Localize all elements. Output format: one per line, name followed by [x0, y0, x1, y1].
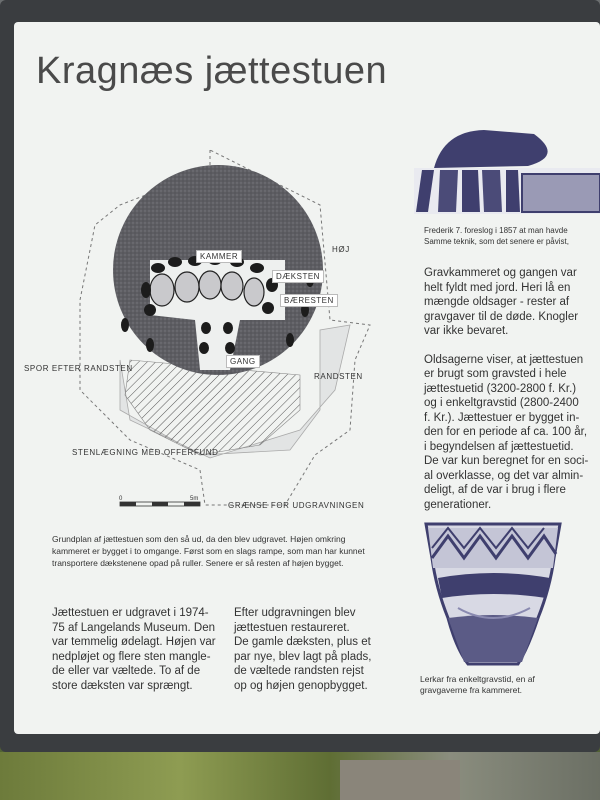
label-stenlaegning: STENLÆGNING MED OFFERFUND	[72, 448, 219, 457]
label-daeksten: DÆKSTEN	[272, 270, 324, 283]
label-spor-efter-randsten: SPOR EFTER RANDSTEN	[24, 364, 133, 373]
clay-vessel-illustration	[418, 518, 568, 668]
sign-title: Kragnæs jættestuen	[36, 50, 388, 92]
paragraph-gravkammeret: Gravkammeret og gangen var helt fyldt med jord. Heri lå en mængde oldsager - rester af gravgaver til de døde. Knogler var ikke bevaret.	[424, 267, 579, 337]
dolmen-illustration	[414, 126, 600, 216]
paragraph-oldsagerne: Oldsagerne viser, at jættestuen er brugt som gravsted i hele jættestuetid (3200-2800 f. Kr.) og i enkeltgravstid (2800-2400 f. Kr.). Jættestuer er bygget in- den for en periode af ca. 100 år, i begyndelsen af jættestuetid. De var kun beregnet for en soci- al overklasse, og det var almin- deligt, af de var i brug i flere generationer.	[424, 353, 589, 511]
dolmen-caption-line1: Frederik 7. foreslog i 1857 at man havde	[424, 226, 568, 235]
right-column-text	[424, 266, 596, 526]
label-baeresten: BÆRESTEN	[280, 294, 338, 307]
paragraph-udgravet: Jættestuen er udgravet i 1974- 75 af Langelands Museum. Den var temmelig ødelagt. Højen var nedpløjet og flere sten mangle- de eller var væltede. To af de store dæksten var sprængt.	[52, 607, 216, 692]
label-randsten: RANDSTEN	[314, 372, 363, 381]
label-kammer: KAMMER	[196, 250, 242, 263]
label-gang: GANG	[226, 355, 260, 368]
label-hoj: HØJ	[332, 245, 350, 254]
ground-plan-drawing	[0, 110, 400, 530]
vessel-caption: Lerkar fra enkeltgravstid, en af gravgaverne fra kammeret.	[420, 674, 535, 695]
scale-five: 5m	[190, 496, 199, 502]
grass-background	[0, 752, 600, 800]
label-graense: GRÆNSE FOR UDGRAVNINGEN	[228, 501, 365, 510]
scale-zero: 0	[119, 496, 123, 502]
plan-caption: Grundplan af jættestuen som den så ud, da den blev udgravet. Højen omkring kammeret er bygget i to omgange. Først som en slags rampe, som man har kunnet transportere dækstenene opad på ruller. Senere er så resten af højen bygget.	[52, 534, 365, 568]
paragraph-restaureret: Efter udgravningen blev jættestuen restaureret. De gamle dæksten, plus et par nye, blev lagt på plads, de væltede randsten rejst op og højen genopbygget.	[234, 607, 372, 692]
sign-post	[340, 760, 460, 800]
dolmen-caption-line2: Samme teknik, som det senere er påvist,	[424, 237, 569, 246]
